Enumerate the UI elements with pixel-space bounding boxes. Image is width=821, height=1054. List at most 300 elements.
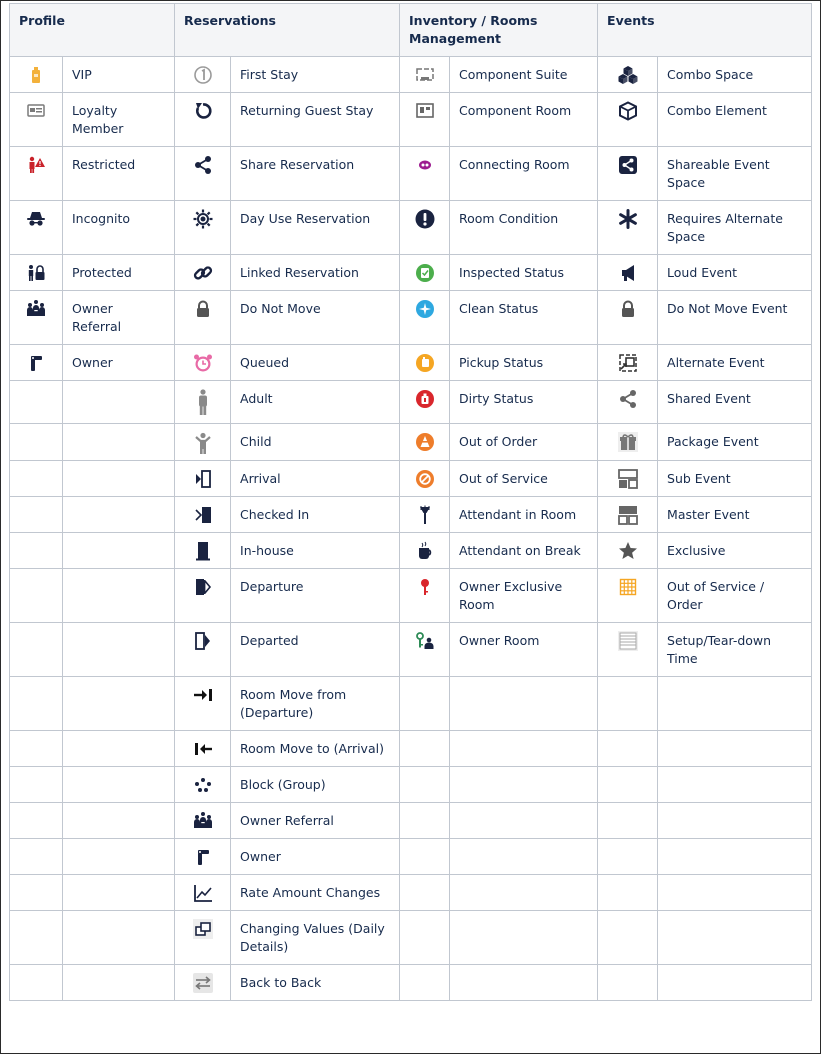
loyalty-member-icon bbox=[26, 101, 46, 121]
icon-cell bbox=[598, 201, 658, 255]
icon-cell bbox=[10, 767, 63, 803]
owner-icon bbox=[26, 353, 46, 373]
icon-label: Combo Space bbox=[667, 67, 754, 82]
icon-cell bbox=[598, 255, 658, 291]
label-cell bbox=[231, 93, 400, 147]
label-cell bbox=[231, 803, 400, 839]
label-cell bbox=[63, 569, 175, 623]
label-cell bbox=[63, 803, 175, 839]
table-row bbox=[10, 533, 812, 569]
icon-cell bbox=[400, 677, 450, 731]
icon-cell bbox=[598, 767, 658, 803]
label-cell bbox=[658, 345, 812, 381]
combo-space-icon bbox=[618, 65, 638, 85]
icon-cell bbox=[175, 381, 231, 424]
table-row bbox=[10, 803, 812, 839]
incognito-icon bbox=[26, 209, 46, 229]
icon-label: Alternate Event bbox=[667, 355, 765, 370]
icon-label: Out of Service bbox=[459, 471, 548, 486]
label-cell bbox=[450, 201, 598, 255]
out-of-order-icon bbox=[415, 432, 435, 452]
icon-cell bbox=[10, 533, 63, 569]
label-cell bbox=[63, 875, 175, 911]
icon-label: Rate Amount Changes bbox=[240, 885, 381, 900]
icon-cell bbox=[598, 461, 658, 497]
table-row bbox=[10, 839, 812, 875]
label-cell bbox=[658, 147, 812, 201]
icon-label: Clean Status bbox=[459, 301, 539, 316]
table-row bbox=[10, 965, 812, 1001]
icon-cell bbox=[598, 911, 658, 965]
label-cell bbox=[63, 461, 175, 497]
table-row bbox=[10, 569, 812, 623]
icon-cell bbox=[175, 731, 231, 767]
icon-legend-table bbox=[9, 3, 812, 1001]
table-header-row bbox=[10, 4, 812, 57]
icon-label: Out of Order bbox=[459, 434, 538, 449]
label-cell bbox=[231, 57, 400, 93]
icon-label: Exclusive bbox=[667, 543, 726, 558]
inventory-column-header: Inventory / Rooms Management bbox=[400, 4, 598, 57]
label-cell bbox=[450, 623, 598, 677]
adult-icon bbox=[193, 389, 213, 419]
label-cell bbox=[658, 533, 812, 569]
label-cell bbox=[63, 623, 175, 677]
icon-label: Package Event bbox=[667, 434, 759, 449]
label-cell bbox=[658, 255, 812, 291]
lock-icon bbox=[193, 299, 213, 319]
label-cell bbox=[658, 911, 812, 965]
icon-label: Room Move to (Arrival) bbox=[240, 741, 384, 756]
icon-cell bbox=[175, 677, 231, 731]
grid-calendar-icon bbox=[618, 577, 638, 597]
label-cell bbox=[231, 731, 400, 767]
label-cell bbox=[63, 965, 175, 1001]
label-cell bbox=[231, 875, 400, 911]
icon-label: Room Move from (Departure) bbox=[240, 687, 347, 720]
label-cell bbox=[658, 623, 812, 677]
icon-label: Protected bbox=[72, 265, 132, 280]
label-cell bbox=[450, 57, 598, 93]
combo-element-icon bbox=[618, 101, 638, 121]
owner-exclusive-key-icon bbox=[415, 577, 435, 597]
icon-cell bbox=[400, 731, 450, 767]
label-cell bbox=[231, 623, 400, 677]
icon-label: Master Event bbox=[667, 507, 750, 522]
icon-cell bbox=[10, 147, 63, 201]
table-row bbox=[10, 767, 812, 803]
label-cell bbox=[231, 147, 400, 201]
table-row bbox=[10, 497, 812, 533]
back-to-back-icon bbox=[193, 973, 213, 993]
profile-column-header: Profile bbox=[10, 4, 175, 57]
table-row bbox=[10, 381, 812, 424]
icon-label: Attendant in Room bbox=[459, 507, 577, 522]
icon-label: Attendant on Break bbox=[459, 543, 581, 558]
table-row bbox=[10, 677, 812, 731]
child-icon bbox=[193, 432, 213, 456]
label-cell bbox=[450, 911, 598, 965]
icon-cell bbox=[10, 93, 63, 147]
icon-cell bbox=[175, 875, 231, 911]
table-row bbox=[10, 345, 812, 381]
icon-cell bbox=[598, 731, 658, 767]
icon-label: Owner bbox=[240, 849, 281, 864]
table-row bbox=[10, 875, 812, 911]
icon-label: Owner Referral bbox=[72, 301, 122, 334]
icon-label: Child bbox=[240, 434, 272, 449]
icon-label: Returning Guest Stay bbox=[240, 103, 374, 118]
label-cell bbox=[450, 677, 598, 731]
label-cell bbox=[658, 731, 812, 767]
icon-cell bbox=[10, 911, 63, 965]
connecting-room-icon bbox=[415, 155, 435, 175]
out-of-service-icon bbox=[415, 469, 435, 489]
table-row bbox=[10, 623, 812, 677]
alarm-clock-icon bbox=[193, 353, 213, 373]
icon-label: Block (Group) bbox=[240, 777, 326, 792]
icon-label: VIP bbox=[72, 67, 92, 82]
icon-cell bbox=[10, 381, 63, 424]
icon-cell bbox=[400, 381, 450, 424]
icon-label: Connecting Room bbox=[459, 157, 570, 172]
icon-cell bbox=[400, 803, 450, 839]
component-suite-icon bbox=[415, 65, 435, 85]
icon-cell bbox=[400, 965, 450, 1001]
label-cell bbox=[450, 291, 598, 345]
icon-cell bbox=[598, 965, 658, 1001]
vip-icon bbox=[26, 65, 46, 85]
icon-cell bbox=[10, 623, 63, 677]
departure-icon bbox=[193, 577, 213, 597]
icon-label: Pickup Status bbox=[459, 355, 544, 370]
rate-chart-icon bbox=[193, 883, 213, 903]
label-cell bbox=[63, 424, 175, 461]
icon-label: Inspected Status bbox=[459, 265, 564, 280]
icon-cell bbox=[175, 911, 231, 965]
label-cell bbox=[450, 767, 598, 803]
owner-referral-icon bbox=[26, 299, 46, 319]
block-group-icon bbox=[193, 775, 213, 795]
icon-cell bbox=[10, 345, 63, 381]
icon-cell bbox=[175, 291, 231, 345]
icon-cell bbox=[175, 767, 231, 803]
icon-cell bbox=[10, 731, 63, 767]
label-cell bbox=[231, 569, 400, 623]
label-cell bbox=[63, 93, 175, 147]
icon-cell bbox=[175, 57, 231, 93]
table-row bbox=[10, 255, 812, 291]
link-icon bbox=[193, 263, 213, 283]
dirty-status-icon bbox=[415, 389, 435, 409]
icon-cell bbox=[175, 839, 231, 875]
icon-cell bbox=[175, 147, 231, 201]
icon-cell bbox=[598, 803, 658, 839]
table-row bbox=[10, 291, 812, 345]
icon-label: Shared Event bbox=[667, 391, 751, 406]
icon-label: Adult bbox=[240, 391, 273, 406]
restricted-icon bbox=[26, 155, 46, 175]
icon-cell bbox=[400, 147, 450, 201]
icon-cell bbox=[175, 255, 231, 291]
icon-label: In-house bbox=[240, 543, 294, 558]
icon-cell bbox=[598, 839, 658, 875]
departed-icon bbox=[193, 631, 213, 651]
arrival-icon bbox=[193, 469, 213, 489]
room-move-to-icon bbox=[193, 739, 213, 759]
icon-cell bbox=[400, 345, 450, 381]
icon-label: Combo Element bbox=[667, 103, 767, 118]
icon-cell bbox=[598, 291, 658, 345]
icon-label: Arrival bbox=[240, 471, 281, 486]
icon-label: Share Reservation bbox=[240, 157, 355, 172]
icon-cell bbox=[400, 497, 450, 533]
events-column-header: Events bbox=[598, 4, 812, 57]
label-cell bbox=[231, 345, 400, 381]
label-cell bbox=[450, 533, 598, 569]
gift-icon bbox=[618, 432, 638, 452]
clean-status-icon bbox=[415, 299, 435, 319]
icon-cell bbox=[10, 461, 63, 497]
icon-label: Do Not Move Event bbox=[667, 301, 788, 316]
icon-cell bbox=[175, 623, 231, 677]
icon-label: Incognito bbox=[72, 211, 131, 226]
returning-guest-icon bbox=[193, 101, 213, 121]
label-cell bbox=[231, 497, 400, 533]
label-cell bbox=[63, 533, 175, 569]
icon-cell bbox=[10, 569, 63, 623]
room-move-from-icon bbox=[193, 685, 213, 705]
icon-cell bbox=[10, 965, 63, 1001]
table-row bbox=[10, 911, 812, 965]
icon-cell bbox=[598, 57, 658, 93]
icon-cell bbox=[10, 201, 63, 255]
label-cell bbox=[450, 875, 598, 911]
icon-label: Departure bbox=[240, 579, 304, 594]
megaphone-icon bbox=[618, 263, 638, 283]
label-cell bbox=[658, 497, 812, 533]
label-cell bbox=[231, 839, 400, 875]
label-cell bbox=[450, 345, 598, 381]
label-cell bbox=[231, 291, 400, 345]
label-cell bbox=[658, 93, 812, 147]
table-row bbox=[10, 424, 812, 461]
asterisk-icon bbox=[618, 209, 638, 229]
label-cell bbox=[63, 291, 175, 345]
label-cell bbox=[450, 497, 598, 533]
icon-cell bbox=[400, 623, 450, 677]
table-row bbox=[10, 57, 812, 93]
icon-label: Dirty Status bbox=[459, 391, 534, 406]
icon-cell bbox=[175, 965, 231, 1001]
icon-label: Out of Service / Order bbox=[667, 579, 765, 612]
icon-cell bbox=[10, 839, 63, 875]
icon-cell bbox=[400, 839, 450, 875]
icon-label: Restricted bbox=[72, 157, 136, 172]
icon-cell bbox=[175, 461, 231, 497]
star-icon bbox=[618, 541, 638, 561]
table-row bbox=[10, 147, 812, 201]
share-reservation-icon bbox=[193, 155, 213, 175]
icon-cell bbox=[10, 803, 63, 839]
icon-cell bbox=[175, 803, 231, 839]
label-cell bbox=[63, 57, 175, 93]
icon-cell bbox=[598, 875, 658, 911]
icon-label: Do Not Move bbox=[240, 301, 321, 316]
label-cell bbox=[658, 677, 812, 731]
day-use-icon bbox=[193, 209, 213, 229]
icon-cell bbox=[175, 497, 231, 533]
icon-cell bbox=[10, 424, 63, 461]
label-cell bbox=[231, 911, 400, 965]
coffee-cup-icon bbox=[415, 541, 435, 561]
inspected-status-icon bbox=[415, 263, 435, 283]
label-cell bbox=[658, 461, 812, 497]
label-cell bbox=[63, 255, 175, 291]
icon-label: Requires Alternate Space bbox=[667, 211, 783, 244]
table-row bbox=[10, 93, 812, 147]
icon-cell bbox=[175, 533, 231, 569]
in-house-icon bbox=[193, 541, 213, 561]
label-cell bbox=[658, 381, 812, 424]
icon-label: Day Use Reservation bbox=[240, 211, 371, 226]
label-cell bbox=[658, 291, 812, 345]
icon-label: Owner bbox=[72, 355, 113, 370]
label-cell bbox=[450, 93, 598, 147]
label-cell bbox=[450, 461, 598, 497]
icon-cell bbox=[400, 533, 450, 569]
icon-cell bbox=[400, 93, 450, 147]
icon-cell bbox=[10, 255, 63, 291]
label-cell bbox=[450, 965, 598, 1001]
table-row bbox=[10, 201, 812, 255]
icon-cell bbox=[598, 497, 658, 533]
label-cell bbox=[450, 569, 598, 623]
owner-icon bbox=[193, 847, 213, 867]
icon-cell bbox=[175, 569, 231, 623]
icon-cell bbox=[400, 461, 450, 497]
label-cell bbox=[450, 147, 598, 201]
alternate-event-icon bbox=[618, 353, 638, 373]
icon-label: Changing Values (Daily Details) bbox=[240, 921, 385, 954]
icon-label: Owner Referral bbox=[240, 813, 334, 828]
label-cell bbox=[63, 201, 175, 255]
label-cell bbox=[658, 839, 812, 875]
label-cell bbox=[231, 965, 400, 1001]
icon-cell bbox=[598, 381, 658, 424]
icon-cell bbox=[400, 911, 450, 965]
icon-cell bbox=[10, 291, 63, 345]
protected-icon bbox=[26, 263, 46, 283]
label-cell bbox=[231, 201, 400, 255]
label-cell bbox=[231, 255, 400, 291]
label-cell bbox=[231, 381, 400, 424]
component-room-icon bbox=[415, 101, 435, 121]
label-cell bbox=[658, 767, 812, 803]
label-cell bbox=[658, 57, 812, 93]
sub-event-icon bbox=[618, 469, 638, 489]
label-cell bbox=[63, 147, 175, 201]
icon-cell bbox=[400, 424, 450, 461]
icon-cell bbox=[598, 147, 658, 201]
icon-cell bbox=[598, 533, 658, 569]
icon-cell bbox=[10, 497, 63, 533]
label-cell bbox=[450, 424, 598, 461]
table-row bbox=[10, 461, 812, 497]
icon-cell bbox=[400, 255, 450, 291]
label-cell bbox=[63, 497, 175, 533]
owner-referral-icon bbox=[193, 811, 213, 831]
label-cell bbox=[63, 911, 175, 965]
icon-cell bbox=[400, 57, 450, 93]
label-cell bbox=[658, 569, 812, 623]
label-cell bbox=[63, 767, 175, 803]
icon-cell bbox=[598, 623, 658, 677]
lock-icon bbox=[618, 299, 638, 319]
icon-label: Owner Exclusive Room bbox=[459, 579, 563, 612]
label-cell bbox=[63, 345, 175, 381]
icon-cell bbox=[175, 201, 231, 255]
icon-label: Component Suite bbox=[459, 67, 568, 82]
icon-cell bbox=[598, 345, 658, 381]
attendant-in-room-icon bbox=[415, 505, 435, 525]
label-cell bbox=[231, 677, 400, 731]
pickup-status-icon bbox=[415, 353, 435, 373]
shareable-event-space-icon bbox=[618, 155, 638, 175]
label-cell bbox=[231, 424, 400, 461]
label-cell bbox=[63, 839, 175, 875]
label-cell bbox=[450, 839, 598, 875]
owner-room-icon bbox=[415, 631, 435, 651]
icon-label: Back to Back bbox=[240, 975, 322, 990]
label-cell bbox=[658, 201, 812, 255]
label-cell bbox=[658, 424, 812, 461]
icon-label: First Stay bbox=[240, 67, 299, 82]
icon-cell bbox=[175, 93, 231, 147]
icon-label: Linked Reservation bbox=[240, 265, 359, 280]
icon-cell bbox=[598, 424, 658, 461]
room-condition-icon bbox=[415, 209, 435, 229]
icon-cell bbox=[175, 424, 231, 461]
shared-event-icon bbox=[618, 389, 638, 409]
label-cell bbox=[450, 803, 598, 839]
changing-values-icon bbox=[193, 919, 213, 939]
icon-cell bbox=[175, 345, 231, 381]
label-cell bbox=[63, 381, 175, 424]
label-cell bbox=[231, 533, 400, 569]
icon-label: Setup/Tear-down Time bbox=[667, 633, 772, 666]
label-cell bbox=[658, 965, 812, 1001]
icon-label: Sub Event bbox=[667, 471, 731, 486]
label-cell bbox=[658, 875, 812, 911]
icon-cell bbox=[10, 875, 63, 911]
icon-cell bbox=[598, 677, 658, 731]
setup-teardown-icon bbox=[618, 631, 638, 651]
icon-cell bbox=[400, 767, 450, 803]
icon-cell bbox=[10, 677, 63, 731]
first-stay-icon bbox=[193, 65, 213, 85]
icon-label: Loyalty Member bbox=[72, 103, 124, 136]
label-cell bbox=[63, 731, 175, 767]
checked-in-icon bbox=[193, 505, 213, 525]
icon-label: Loud Event bbox=[667, 265, 738, 280]
icon-cell bbox=[400, 201, 450, 255]
icon-label: Owner Room bbox=[459, 633, 540, 648]
label-cell bbox=[450, 731, 598, 767]
table-row bbox=[10, 731, 812, 767]
icon-cell bbox=[400, 291, 450, 345]
master-event-icon bbox=[618, 505, 638, 525]
